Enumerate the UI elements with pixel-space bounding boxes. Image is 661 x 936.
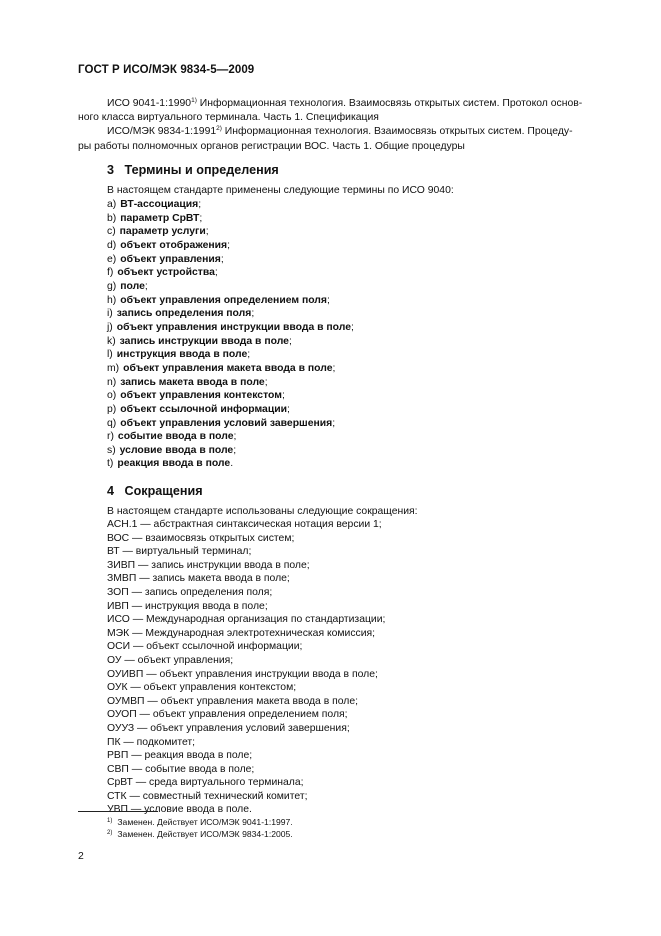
term-item: [107, 444, 627, 458]
term-name: объект управления инструкции ввода в поле: [116, 321, 351, 333]
term-item: [107, 335, 627, 349]
section-intro: В настоящем стандарте применены следующие термины по ИСО 9040:: [107, 185, 454, 196]
term-label: q): [107, 417, 117, 429]
term-name: объект управления макета ввода в поле: [123, 362, 333, 374]
section-heading-3: [107, 163, 279, 177]
term-item: [107, 348, 627, 362]
term-end: ;: [326, 294, 330, 306]
term-name: объект управления условий завершения: [120, 417, 333, 429]
term-end: ;: [233, 444, 237, 456]
term-label: k): [107, 335, 116, 347]
abbreviation-item: ОУУЗ — объект управления условий завершения;: [107, 722, 350, 734]
term-end: ;: [287, 403, 290, 415]
term-end: ;: [144, 280, 148, 292]
term-item: [107, 253, 627, 267]
footnotes: [107, 816, 293, 840]
reference-line: [78, 140, 616, 154]
term-item: [107, 212, 627, 226]
abbreviation-item: ВОС — взаимосвязь открытых систем;: [107, 532, 295, 544]
term-end: ;: [288, 335, 292, 347]
term-label: n): [107, 376, 117, 388]
abbreviation-item: ОУ — объект управления;: [107, 654, 234, 666]
term-end: ;: [214, 267, 218, 279]
reference-title-cont: ного класса виртуального терминала. Часть 1. Спецификация: [78, 112, 379, 124]
abbreviation-item: ОСИ — объект ссылочной информации;: [107, 641, 303, 653]
term-end: ;: [281, 390, 285, 402]
term-end: ;: [332, 362, 336, 374]
normative-references: [78, 97, 616, 154]
term-label: c): [107, 226, 116, 238]
term-end: ;: [351, 321, 354, 333]
term-end: ;: [227, 239, 230, 251]
term-label: m): [107, 362, 120, 374]
abbreviation-item: ОУК — объект управления контекстом;: [107, 682, 297, 694]
term-item: [107, 294, 627, 308]
term-label: s): [107, 444, 116, 456]
abbreviation-item: ЗМВП — запись макета ввода в поле;: [107, 573, 290, 585]
page-number: 2: [78, 851, 84, 862]
abbreviation-item: ОУИВП — объект управления инструкции ввода в поле;: [107, 668, 378, 680]
abbreviation-item: МЭК — Международная электротехническая комиссия;: [107, 627, 376, 639]
term-item: [107, 321, 627, 335]
term-label: a): [107, 199, 117, 210]
term-end: ;: [233, 431, 237, 443]
section-heading-4: [107, 484, 203, 498]
term-label: r): [107, 431, 114, 443]
footnote-marker: 2): [216, 125, 222, 133]
term-item: [107, 389, 627, 403]
term-item: [107, 376, 627, 390]
footnote: [107, 828, 293, 840]
term-item: [107, 280, 627, 294]
reference-line: [78, 97, 616, 111]
reference-title-cont: ры работы полномочных органов регистрации ВОС. Часть 1. Общие процедуры: [78, 140, 465, 152]
term-name: объект управления: [120, 253, 221, 265]
term-name: параметр услуги: [119, 226, 206, 238]
term-name: объект ссылочной информации: [120, 403, 287, 415]
abbreviation-item: РВП — реакция ввода в поле;: [107, 750, 253, 762]
abbreviation-item: СВП — событие ввода в поле;: [107, 763, 255, 775]
term-item: [107, 430, 627, 444]
section-number: 3: [107, 163, 115, 177]
term-end: ;: [220, 253, 224, 265]
term-item: [107, 225, 627, 239]
term-label: l): [107, 349, 113, 361]
term-label: d): [107, 239, 117, 251]
term-label: j): [107, 321, 113, 333]
term-name: объект управления определением поля: [120, 294, 327, 306]
term-name: запись определения поля: [116, 308, 252, 320]
term-label: t): [107, 458, 114, 470]
reference-code: ИСО 9041-1:1990: [107, 98, 192, 109]
abbreviation-item: УВП — условие ввода в поле.: [107, 804, 252, 816]
abbreviation-item: ВТ — виртуальный терминал;: [107, 546, 252, 558]
footnote-text: Заменен. Действует ИСО/МЭК 9834-1:2005.: [117, 829, 293, 839]
term-name: ВТ-ассоциация: [120, 199, 199, 210]
abbreviation-item: СТК — совместный технический комитет;: [107, 790, 308, 802]
term-name: условие ввода в поле: [119, 444, 234, 456]
section-title: Термины и определения: [124, 163, 279, 177]
term-end: ;: [251, 308, 255, 320]
term-item: [107, 307, 627, 321]
reference-line: [78, 125, 616, 139]
term-end: ;: [205, 226, 209, 238]
term-item: [107, 198, 627, 212]
term-label: b): [107, 212, 117, 224]
term-item: [107, 266, 627, 280]
term-end: ;: [332, 417, 336, 429]
reference-title: Информационная технология. Взаимосвязь открытых систем. Протокол основ-: [196, 98, 583, 109]
term-item: [107, 362, 627, 376]
reference-line: [78, 111, 616, 125]
section-number: 4: [107, 484, 115, 498]
term-item: [107, 417, 627, 431]
term-item: [107, 457, 627, 471]
abbreviation-item: ЗОП — запись определения поля;: [107, 586, 273, 598]
running-header: ГОСТ Р ИСО/МЭК 9834-5—2009: [78, 64, 255, 76]
reference-title: Информационная технология. Взаимосвязь открытых систем. Процеду-: [221, 126, 573, 138]
term-label: g): [107, 280, 117, 292]
reference-code: ИСО/МЭК 9834-1:1991: [107, 126, 217, 138]
footnote: [107, 816, 293, 828]
term-label: o): [107, 390, 117, 402]
term-name: запись инструкции ввода в поле: [119, 335, 289, 347]
term-end: ;: [198, 199, 202, 210]
footnote-text: Заменен. Действует ИСО/МЭК 9041-1:1997.: [117, 817, 293, 827]
term-label: f): [107, 267, 114, 279]
term-name: событие ввода в поле: [117, 431, 234, 443]
term-label: i): [107, 308, 113, 320]
term-end: ;: [199, 212, 203, 224]
term-name: запись макета ввода в поле: [120, 376, 265, 388]
term-item: [107, 403, 627, 417]
term-name: объект отображения: [120, 239, 228, 251]
abbreviations-list: [107, 518, 627, 817]
term-item: [107, 239, 627, 253]
term-label: h): [107, 294, 117, 306]
footnote-separator: [78, 811, 158, 812]
abbreviation-item: ЗИВП — запись инструкции ввода в поле;: [107, 559, 310, 571]
section-title: Сокращения: [124, 484, 203, 498]
abbreviation-item: ОУМВП — объект управления макета ввода в поле;: [107, 695, 359, 707]
term-name: инструкция ввода в поле: [116, 349, 248, 361]
term-name: параметр СрВТ: [120, 212, 200, 224]
term-name: реакция ввода в поле: [117, 458, 231, 470]
term-name: объект управления контекстом: [120, 390, 282, 402]
section-intro: В настоящем стандарте использованы следующие сокращения:: [107, 506, 418, 517]
term-end: ;: [264, 376, 268, 388]
abbreviation-item: ОУОП — объект управления определением поля;: [107, 709, 348, 721]
abbreviation-item: ИСО — Международная организация по стандартизации;: [107, 614, 386, 626]
term-name: поле: [120, 280, 145, 292]
term-end: ;: [247, 349, 251, 361]
abbreviation-item: ПК — подкомитет;: [107, 736, 196, 748]
term-end: .: [230, 458, 234, 470]
terms-list: [107, 198, 627, 471]
footnote-mark: 1): [107, 818, 113, 824]
term-name: объект устройства: [117, 267, 215, 279]
abbreviation-item: ИВП — инструкция ввода в поле;: [107, 600, 268, 612]
footnote-mark: 2): [107, 830, 113, 836]
abbreviation-item: АСН.1 — абстрактная синтаксическая нотация версии 1;: [107, 519, 382, 530]
term-label: p): [107, 403, 117, 415]
abbreviation-item: СрВТ — среда виртуального терминала;: [107, 777, 304, 789]
term-label: e): [107, 253, 117, 265]
footnote-marker: 1): [191, 97, 197, 104]
